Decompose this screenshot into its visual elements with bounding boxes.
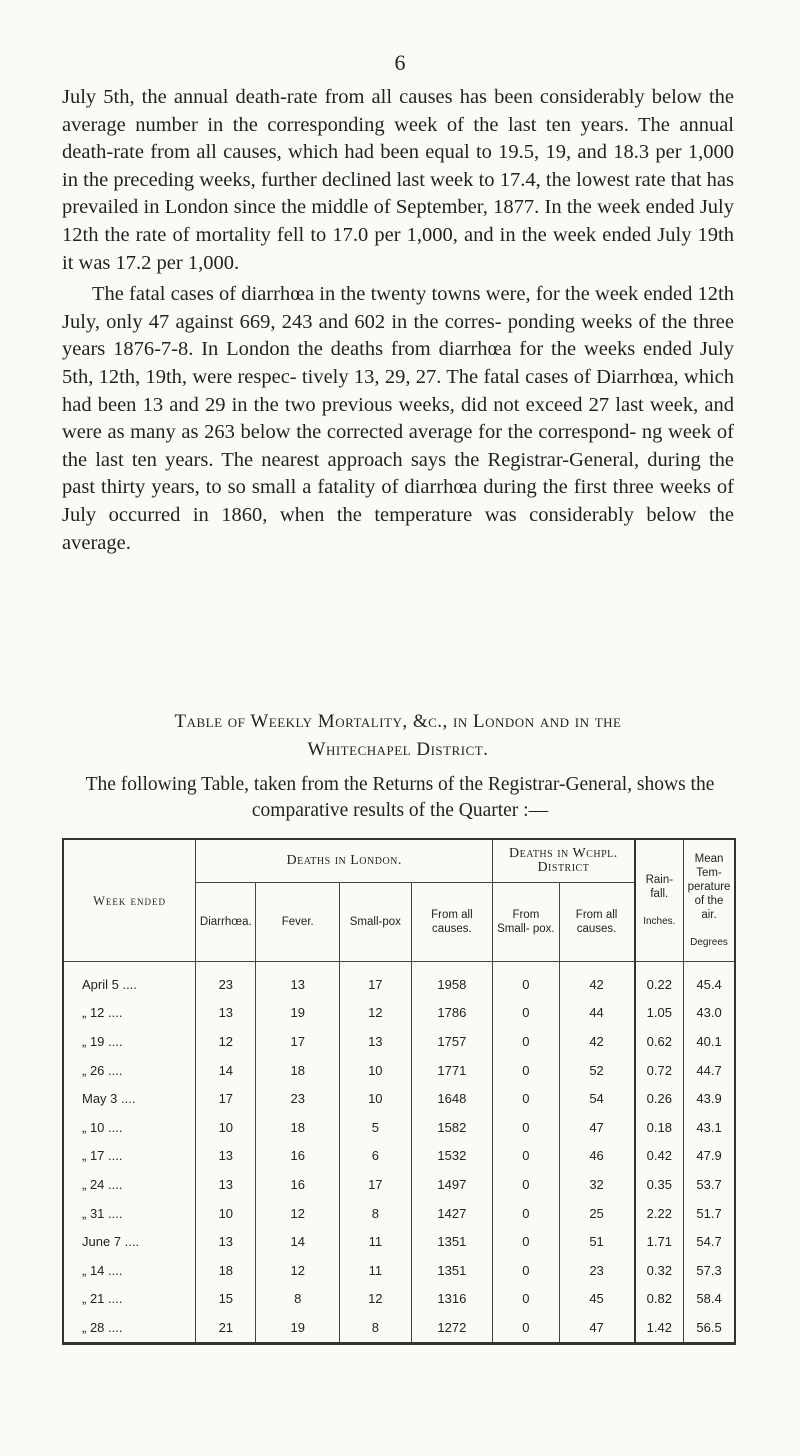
cell-smallpox-wchpl: 0 <box>493 1285 559 1314</box>
table-row <box>63 999 735 1028</box>
cell-smallpox: 12 <box>340 1285 411 1314</box>
header-rainfall-label: Rain- fall. <box>645 873 674 900</box>
cell-diarrhoea: 14 <box>196 1056 256 1085</box>
cell-all-wchpl: 47 <box>559 1113 635 1142</box>
cell-smallpox-wchpl: 0 <box>493 1113 559 1142</box>
cell-temp: 47.9 <box>684 1142 735 1171</box>
cell-smallpox-wchpl: 0 <box>493 1256 559 1285</box>
cell-temp: 43.9 <box>684 1084 735 1113</box>
cell-smallpox-wchpl: 0 <box>493 1313 559 1343</box>
cell-week: „ 17 .... <box>63 1142 196 1171</box>
table-row <box>63 1142 735 1171</box>
cell-diarrhoea: 21 <box>196 1313 256 1343</box>
header-smallpox-wchpl: From Small- pox. <box>493 883 559 962</box>
table-body <box>63 962 735 1344</box>
cell-rainfall: 1.05 <box>635 999 684 1028</box>
cell-diarrhoea: 13 <box>196 1227 256 1256</box>
cell-smallpox: 12 <box>340 999 411 1028</box>
cell-week: „ 26 .... <box>63 1056 196 1085</box>
table-row <box>63 1256 735 1285</box>
cell-week: „ 24 .... <box>63 1170 196 1199</box>
table-row <box>63 1027 735 1056</box>
cell-all-london: 1272 <box>411 1313 493 1343</box>
cell-all-wchpl: 51 <box>559 1227 635 1256</box>
mortality-table-wrap <box>62 838 736 1456</box>
cell-all-wchpl: 47 <box>559 1313 635 1343</box>
cell-smallpox-wchpl: 0 <box>493 999 559 1028</box>
table-row <box>63 1170 735 1199</box>
table-title-line-1: Table of Weekly Mortality, &c., in London and in the <box>174 711 622 732</box>
cell-week: „ 19 .... <box>63 1027 196 1056</box>
cell-rainfall: 0.35 <box>635 1170 684 1199</box>
cell-fever: 19 <box>256 1313 340 1343</box>
cell-temp: 56.5 <box>684 1313 735 1343</box>
cell-all-london: 1351 <box>411 1256 493 1285</box>
cell-rainfall: 0.62 <box>635 1027 684 1056</box>
cell-fever: 18 <box>256 1113 340 1142</box>
cell-diarrhoea: 15 <box>196 1285 256 1314</box>
table-row <box>63 1199 735 1228</box>
cell-fever: 13 <box>256 962 340 999</box>
cell-all-london: 1958 <box>411 962 493 999</box>
cell-smallpox: 6 <box>340 1142 411 1171</box>
cell-fever: 8 <box>256 1285 340 1314</box>
cell-temp: 43.0 <box>684 999 735 1028</box>
cell-smallpox: 11 <box>340 1227 411 1256</box>
cell-week: „ 10 .... <box>63 1113 196 1142</box>
table-intro: The following Table, taken from the Returns of the Registrar-General, shows the comparative results of the Quarter :— <box>85 774 715 821</box>
cell-diarrhoea: 17 <box>196 1084 256 1113</box>
cell-all-wchpl: 42 <box>559 962 635 999</box>
cell-temp: 51.7 <box>684 1199 735 1228</box>
cell-all-wchpl: 45 <box>559 1285 635 1314</box>
cell-fever: 16 <box>256 1142 340 1171</box>
cell-smallpox-wchpl: 0 <box>493 1199 559 1228</box>
cell-fever: 17 <box>256 1027 340 1056</box>
cell-smallpox: 10 <box>340 1084 411 1113</box>
table-row <box>63 1113 735 1142</box>
cell-smallpox: 5 <box>340 1113 411 1142</box>
cell-temp: 43.1 <box>684 1113 735 1142</box>
cell-rainfall: 1.71 <box>635 1227 684 1256</box>
cell-fever: 14 <box>256 1227 340 1256</box>
cell-smallpox-wchpl: 0 <box>493 962 559 999</box>
cell-rainfall: 0.22 <box>635 962 684 999</box>
header-week-ended: Week ended <box>63 839 196 962</box>
cell-smallpox: 10 <box>340 1056 411 1085</box>
cell-all-wchpl: 32 <box>559 1170 635 1199</box>
cell-rainfall: 2.22 <box>635 1199 684 1228</box>
cell-smallpox: 8 <box>340 1199 411 1228</box>
cell-temp: 53.7 <box>684 1170 735 1199</box>
table-row <box>63 962 735 999</box>
cell-all-wchpl: 42 <box>559 1027 635 1056</box>
cell-week: „ 28 .... <box>63 1313 196 1343</box>
cell-week: May 3 .... <box>63 1084 196 1113</box>
cell-all-wchpl: 23 <box>559 1256 635 1285</box>
table-row <box>63 1285 735 1314</box>
header-rainfall-unit: Inches. <box>643 915 676 927</box>
cell-smallpox: 17 <box>340 1170 411 1199</box>
table-title <box>62 708 734 764</box>
cell-rainfall: 0.82 <box>635 1285 684 1314</box>
cell-rainfall: 0.72 <box>635 1056 684 1085</box>
cell-fever: 23 <box>256 1084 340 1113</box>
cell-diarrhoea: 18 <box>196 1256 256 1285</box>
cell-fever: 18 <box>256 1056 340 1085</box>
header-rainfall <box>635 839 684 962</box>
cell-all-wchpl: 54 <box>559 1084 635 1113</box>
cell-all-london: 1532 <box>411 1142 493 1171</box>
page-number: 6 <box>394 50 406 75</box>
cell-week: „ 31 .... <box>63 1199 196 1228</box>
cell-week: June 7 .... <box>63 1227 196 1256</box>
cell-diarrhoea: 13 <box>196 1170 256 1199</box>
table-row <box>63 1056 735 1085</box>
cell-all-london: 1316 <box>411 1285 493 1314</box>
cell-fever: 19 <box>256 999 340 1028</box>
cell-smallpox-wchpl: 0 <box>493 1142 559 1171</box>
header-fever: Fever. <box>256 883 340 962</box>
cell-all-wchpl: 52 <box>559 1056 635 1085</box>
header-smallpox: Small-pox <box>340 883 411 962</box>
cell-week: „ 14 .... <box>63 1256 196 1285</box>
cell-smallpox-wchpl: 0 <box>493 1227 559 1256</box>
mortality-table <box>62 838 736 1345</box>
cell-temp: 58.4 <box>684 1285 735 1314</box>
paragraph-2: The fatal cases of diarrhœa in the twenty towns were, for the week ended 12th July, only 47 against 669, 243 and 602 in the corres- ponding weeks of the three years 1876-7-8. In London the deaths from diarrhœa for the weeks ended July 5th, 12th, 19th, were respec- tively 13, 29, 27. The fatal cases of Diarrhœa, which had been 13 and 29 in the two previous weeks, did not exceed 27 last week, and were as many as 263 below the corrected average for the correspond- ng week of the last ten years. The nearest approach says the Registrar-General, during the past thirty years, to so small a fatality of diarrhœa during the first three weeks of July occurred in 1860, when the temperature was considerably below the average. <box>62 283 734 554</box>
header-all-causes-london: From all causes. <box>411 883 493 962</box>
cell-all-london: 1351 <box>411 1227 493 1256</box>
cell-temp: 44.7 <box>684 1056 735 1085</box>
cell-smallpox-wchpl: 0 <box>493 1170 559 1199</box>
cell-rainfall: 0.32 <box>635 1256 684 1285</box>
cell-fever: 12 <box>256 1199 340 1228</box>
cell-smallpox: 17 <box>340 962 411 999</box>
cell-fever: 12 <box>256 1256 340 1285</box>
cell-week: „ 21 .... <box>63 1285 196 1314</box>
cell-temp: 40.1 <box>684 1027 735 1056</box>
cell-temp: 54.7 <box>684 1227 735 1256</box>
cell-diarrhoea: 12 <box>196 1027 256 1056</box>
cell-smallpox-wchpl: 0 <box>493 1027 559 1056</box>
table-row <box>63 1227 735 1256</box>
cell-all-london: 1786 <box>411 999 493 1028</box>
cell-week: „ 12 .... <box>63 999 196 1028</box>
cell-all-wchpl: 25 <box>559 1199 635 1228</box>
cell-diarrhoea: 10 <box>196 1113 256 1142</box>
cell-smallpox-wchpl: 0 <box>493 1056 559 1085</box>
cell-fever: 16 <box>256 1170 340 1199</box>
header-mean-temp <box>684 839 735 962</box>
cell-rainfall: 0.42 <box>635 1142 684 1171</box>
cell-smallpox: 13 <box>340 1027 411 1056</box>
cell-temp: 57.3 <box>684 1256 735 1285</box>
header-all-causes-wchpl: From all causes. <box>559 883 635 962</box>
cell-all-london: 1582 <box>411 1113 493 1142</box>
header-mean-temp-unit: Degrees <box>690 936 728 948</box>
body-text <box>62 84 734 557</box>
cell-all-wchpl: 44 <box>559 999 635 1028</box>
header-diarrhoea: Diarrhœa. <box>196 883 256 962</box>
header-deaths-london: Deaths in London. <box>196 839 493 883</box>
cell-diarrhoea: 23 <box>196 962 256 999</box>
table-row <box>63 1313 735 1343</box>
cell-all-london: 1757 <box>411 1027 493 1056</box>
cell-diarrhoea: 13 <box>196 999 256 1028</box>
cell-all-london: 1648 <box>411 1084 493 1113</box>
header-mean-temp-label: Mean Tem- perature of the air. <box>687 852 731 921</box>
cell-rainfall: 1.42 <box>635 1313 684 1343</box>
header-deaths-wchpl: Deaths in Wchpl. District <box>493 839 635 883</box>
table-title-line-2: Whitechapel District. <box>307 739 489 760</box>
cell-temp: 45.4 <box>684 962 735 999</box>
cell-smallpox-wchpl: 0 <box>493 1084 559 1113</box>
cell-diarrhoea: 13 <box>196 1142 256 1171</box>
cell-smallpox: 11 <box>340 1256 411 1285</box>
cell-smallpox: 8 <box>340 1313 411 1343</box>
table-row <box>63 1084 735 1113</box>
cell-all-london: 1427 <box>411 1199 493 1228</box>
cell-week: April 5 .... <box>63 962 196 999</box>
cell-diarrhoea: 10 <box>196 1199 256 1228</box>
cell-all-london: 1771 <box>411 1056 493 1085</box>
paragraph-1: July 5th, the annual death-rate from all causes has been considerably below the average number in the corresponding week of the last ten years. The annual death-rate from all causes, which had been equal to 19.5, 19, and 18.3 per 1,000 in the preceding weeks, further declined last week to 17.4, the lowest rate that has prevailed in London since the middle of September, 1877. In the week ended July 12th the rate of mortality fell to 17.0 per 1,000, and in the week ended July 19th it was 17.2 per 1,000. <box>62 86 734 274</box>
cell-rainfall: 0.18 <box>635 1113 684 1142</box>
cell-rainfall: 0.26 <box>635 1084 684 1113</box>
cell-all-london: 1497 <box>411 1170 493 1199</box>
cell-all-wchpl: 46 <box>559 1142 635 1171</box>
